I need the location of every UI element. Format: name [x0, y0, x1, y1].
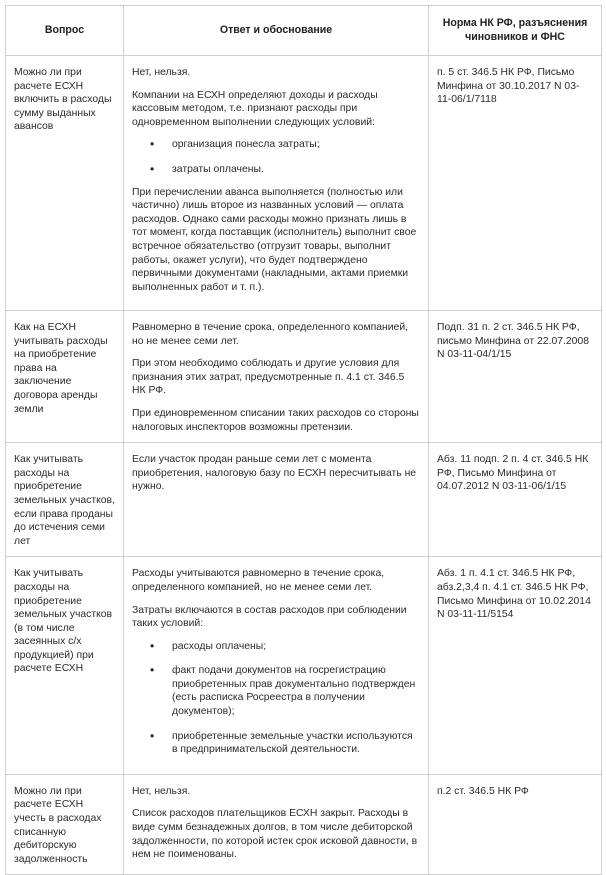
norm-cell: Абз. 11 подп. 2 п. 4 ст. 346.5 НК РФ, Письмо Минфина от 04.07.2012 N 03-11-06/1/15	[429, 443, 602, 557]
table-row	[6, 56, 602, 311]
header-answer: Ответ и обоснование	[124, 6, 429, 56]
answer-cell	[124, 56, 429, 311]
conditions-list	[132, 138, 420, 176]
table-row	[6, 311, 602, 443]
question-cell: Как учитывать расходы на приобретение земельных участков, если права проданы до истечения семи лет	[6, 443, 124, 557]
answer-cell	[124, 774, 429, 875]
answer-paragraph: Если участок продан раньше семи лет с момента приобретения, налоговую базу по ЕСХН пересчитывать не нужно.	[132, 454, 417, 493]
table-row	[6, 557, 602, 775]
answer-cell	[124, 443, 429, 557]
table-row	[6, 774, 602, 875]
list-item: • затраты оплачены.	[132, 163, 420, 177]
answer-paragraph: Список расходов плательщиков ЕСХН закрыт. Расходы в виде сумм безнадежных долгов, в том числе дебиторской задолженности, по которой истек срок исковой давности, в нем не поименованы.	[132, 808, 418, 861]
header-question: Вопрос	[6, 6, 124, 56]
question-cell: Как на ЕСХН учитывать расходы на приобретение права на заключение договора аренды земли	[6, 311, 124, 443]
norm-cell: Абз. 1 п. 4.1 ст. 346.5 НК РФ, абз.2,3,4 п. 4.1 ст. 346.5 НК РФ, Письмо Минфина от 10.02.2014 N 03-11-11/5154	[429, 557, 602, 775]
answer-paragraph: При этом необходимо соблюдать и другие условия для признания этих затрат, предусмотренные п. 4.1 ст. 346.5 НК РФ.	[132, 358, 405, 397]
list-item: • приобретенные земельные участки используются в предпринимательской деятельности.	[132, 730, 420, 757]
answer-paragraph: Равномерно в течение срока, определенного компанией, но не менее семи лет.	[132, 322, 409, 347]
question-cell: Можно ли при расчете ЕСХН учесть в расходах списанную дебиторскую задолженность	[6, 774, 124, 875]
table-header-row	[6, 6, 602, 56]
conditions-list	[132, 640, 420, 757]
answer-cell	[124, 311, 429, 443]
norm-cell: п.2 ст. 346.5 НК РФ	[429, 774, 602, 875]
answer-cell	[124, 557, 429, 775]
answer-paragraph: Расходы учитываются равномерно в течение срока, определенного компанией, но не менее семи лет.	[132, 568, 385, 593]
answer-paragraph: Нет, нельзя.	[132, 67, 191, 78]
table-row	[6, 443, 602, 557]
answer-paragraph: Нет, нельзя.	[132, 785, 191, 797]
norm-cell: п. 5 ст. 346.5 НК РФ, Письмо Минфина от 30.10.2017 N 03-11-06/1/7118	[429, 56, 602, 311]
question-cell: Как учитывать расходы на приобретение земельных участков (в том числе засеянных с/х продукцией) при расчете ЕСХН	[6, 557, 124, 775]
answer-paragraph: При перечислении аванса выполняется (полностью или частично) лишь второе из названных условий — оплата расходов. Однако сами расходы можно признать лишь в тот момент, когда поставщик (исполнитель) выполнит свое встречное обязательство (отгрузит товары, выполнит работы, окажет услуги), что будет подтверждено первичными документами (накладными, актами приемки выполненных работ и т. п.).	[132, 186, 417, 293]
answer-paragraph: При единовременном списании таких расходов со стороны налоговых инспекторов возможны претензии.	[132, 407, 419, 433]
list-item: • расходы оплачены;	[132, 640, 420, 654]
list-item: • организация понесла затраты;	[132, 138, 420, 152]
answer-paragraph: Компании на ЕСХН определяют доходы и расходы кассовым методом, т.е. признают расходы при одновременном выполнении следующих условий:	[132, 89, 378, 128]
header-norm: Норма НК РФ, разъяснения чиновников и ФНС	[429, 6, 602, 56]
norm-cell: Подп. 31 п. 2 ст. 346.5 НК РФ, письмо Минфина от 22.07.2008 N 03-11-04/1/15	[429, 311, 602, 443]
question-cell: Можно ли при расчете ЕСХН включить в расходы сумму выданных авансов	[6, 56, 124, 311]
answer-paragraph: Затраты включаются в состав расходов при соблюдении таких условий:	[132, 604, 407, 630]
esxn-expenses-table	[5, 5, 602, 875]
list-item: • факт подачи документов на госрегистрацию приобретенных прав документально подтвержден (есть расписка Росреестра в получении документов);	[132, 664, 420, 718]
